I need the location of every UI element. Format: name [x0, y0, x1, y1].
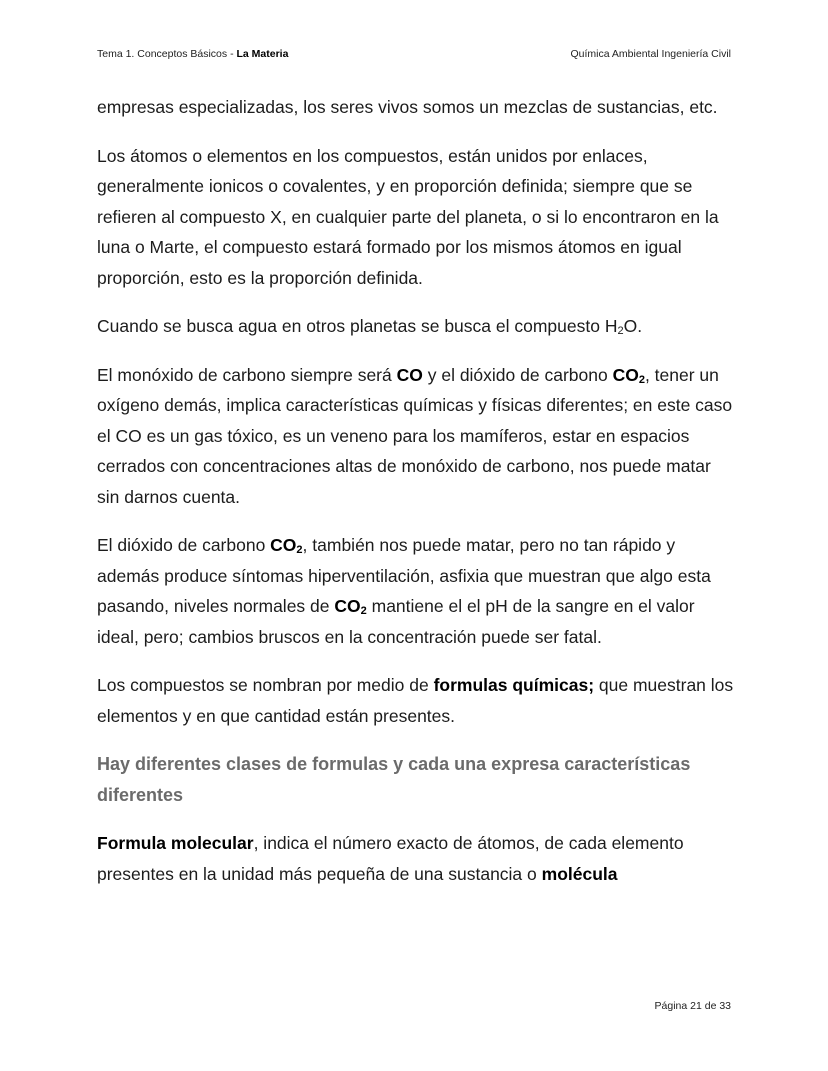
p5-co2-b-base: CO	[334, 596, 361, 616]
p3-text-2: O.	[623, 316, 643, 336]
header-chapter	[97, 48, 288, 60]
page-number: Página 21 de 33	[654, 1000, 731, 1012]
paragraph-3	[97, 311, 737, 342]
page-header	[97, 48, 731, 60]
page-body	[97, 92, 737, 907]
p4-bold-co2	[613, 365, 645, 385]
p4-text-1: El monóxido de carbono siempre será	[97, 364, 397, 385]
paragraph-2: Los átomos o elementos en los compuestos, están unidos por enlaces, generalmente ionicos o covalentes, y en proporción definida; siempre que se refieren al compuesto X, en cualquier parte del planeta, o si lo encontraron en la luna o Marte, el compuesto estará formado por los mismos átomos en igual proporción, esto es la proporción definida.	[97, 145, 719, 288]
p4-bold-co: CO	[396, 364, 423, 385]
paragraph-5	[97, 530, 737, 652]
header-chapter-topic: La Materia	[236, 48, 289, 60]
p3-subscript: 2	[617, 325, 624, 337]
p5-text-1: El dióxido de carbono	[97, 535, 271, 555]
p5-co2-a-base: CO	[270, 535, 297, 555]
section-heading: Hay diferentes clases de formulas y cada una expresa características diferentes	[97, 754, 691, 805]
p5-bold-co2-a	[270, 535, 302, 555]
header-course: Química Ambiental Ingeniería Civil	[570, 48, 731, 60]
paragraph-6	[97, 670, 737, 731]
p4-text-2: y el dióxido de carbono	[422, 364, 613, 385]
p6-text-2: que muestran los elementos y en que cantidad están presentes.	[97, 675, 734, 726]
p4-co2-subscript: 2	[638, 373, 645, 386]
p5-co2-b-subscript: 2	[360, 605, 367, 617]
p6-text-1: Los compuestos se nombran por medio de	[97, 675, 434, 695]
p6-bold-formulas: formulas químicas;	[433, 675, 595, 695]
p3-text-1: Cuando se busca agua en otros planetas se busca el compuesto H	[97, 316, 618, 336]
p7-text-1: , indica el número exacto de átomos, de cada elemento presentes en la unidad más pequeña de una sustancia o	[97, 833, 684, 884]
p5-co2-a-subscript: 2	[296, 544, 303, 556]
header-chapter-prefix: Tema 1. Conceptos Básicos -	[97, 48, 237, 60]
p4-co2-base: CO	[612, 364, 639, 385]
p5-text-2: , también nos puede matar, pero no tan rápido y además produce síntomas hiperventilación, asfixia que muestran que algo esta pasando, niveles normales de	[97, 535, 711, 616]
paragraph-1: empresas especializadas, los seres vivos somos un mezclas de sustancias, etc.	[97, 97, 718, 117]
p4-text-3: , tener un oxígeno demás, implica características químicas y físicas diferentes; en este caso el CO es un gas tóxico, es un veneno para los mamíferos, estar en espacios cerrados con concentraciones altas de monóxido de carbono, nos puede matar sin darnos cuenta.	[97, 364, 733, 507]
p5-bold-co2-b	[334, 596, 366, 616]
p7-bold-molecula: molécula	[541, 863, 618, 884]
paragraph-7	[97, 828, 737, 889]
p5-text-3: mantiene el el pH de la sangre en el valor ideal, pero; cambios bruscos en la concentración puede ser fatal.	[97, 596, 695, 647]
p7-bold-formula-molecular: Formula molecular	[97, 833, 254, 853]
paragraph-4	[97, 360, 737, 513]
